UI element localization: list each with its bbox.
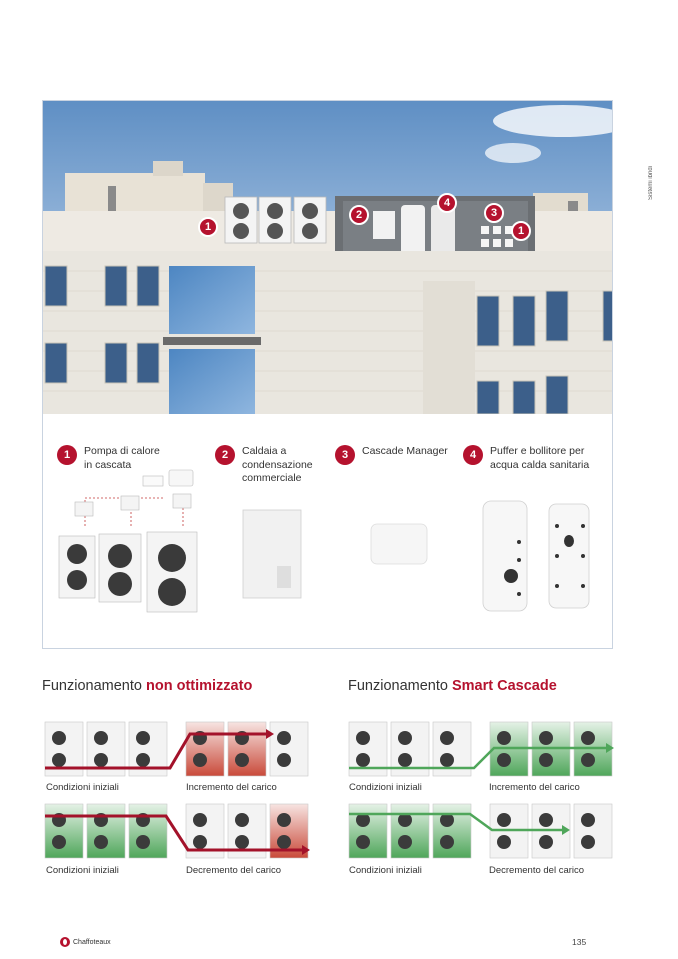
legend-number: 2 xyxy=(215,445,235,465)
product-illustrations xyxy=(43,466,613,626)
right-scenarios-diagram xyxy=(346,718,626,868)
right-scenario-label-initial: Condizioni iniziali xyxy=(349,782,422,793)
left-scenario-label-initial: Condizioni iniziali xyxy=(46,782,119,793)
brand-mark-icon xyxy=(60,937,70,947)
building-illustration xyxy=(43,101,613,414)
system-overview-panel xyxy=(42,100,613,649)
left-scenario-label-decrease: Decremento del carico xyxy=(186,865,282,876)
brand-name: Chaffoteaux xyxy=(73,938,111,946)
right-scenario-label-initial-2: Condizioni iniziali xyxy=(349,865,422,876)
legend-label: Caldaia a condensazione commerciale xyxy=(242,445,313,484)
photo-badge-puffer: 4 xyxy=(437,193,457,213)
left-section-title xyxy=(42,678,252,694)
photo-badge-heat-pump-2: 1 xyxy=(511,221,531,241)
title-highlight: Smart Cascade xyxy=(451,678,557,694)
photo-badge-boiler: 2 xyxy=(349,205,369,225)
photo-badge-heat-pump: 1 xyxy=(198,217,218,237)
right-scenario-label-decrease: Decremento del carico xyxy=(489,865,585,876)
left-scenario-label-increase: Incremento del carico xyxy=(186,782,277,793)
page-number: 135 xyxy=(572,937,587,947)
right-scenario-label-increase: Incremento del carico xyxy=(489,782,580,793)
legend-label: Pompa di calore in cascata xyxy=(84,445,160,471)
legend-label: Cascade Manager xyxy=(362,445,448,457)
title-prefix: Funzionamento xyxy=(42,678,146,694)
title-prefix: Funzionamento xyxy=(348,678,452,694)
photo-badge-cascade-manager: 3 xyxy=(484,203,504,223)
brand-logo xyxy=(60,937,111,947)
left-scenario-label-initial-2: Condizioni iniziali xyxy=(46,865,119,876)
section-side-tag: Sistemi ibridi xyxy=(648,165,654,200)
title-highlight: non ottimizzato xyxy=(145,678,253,694)
right-section-title xyxy=(348,678,557,694)
legend-cascade-manager xyxy=(335,445,448,465)
legend-label: Puffer e bollitore per acqua calda sanitaria xyxy=(490,445,590,471)
left-scenarios-diagram xyxy=(42,718,322,868)
legend-number: 1 xyxy=(57,445,77,465)
legend-number: 3 xyxy=(335,445,355,465)
legend-number: 4 xyxy=(463,445,483,465)
